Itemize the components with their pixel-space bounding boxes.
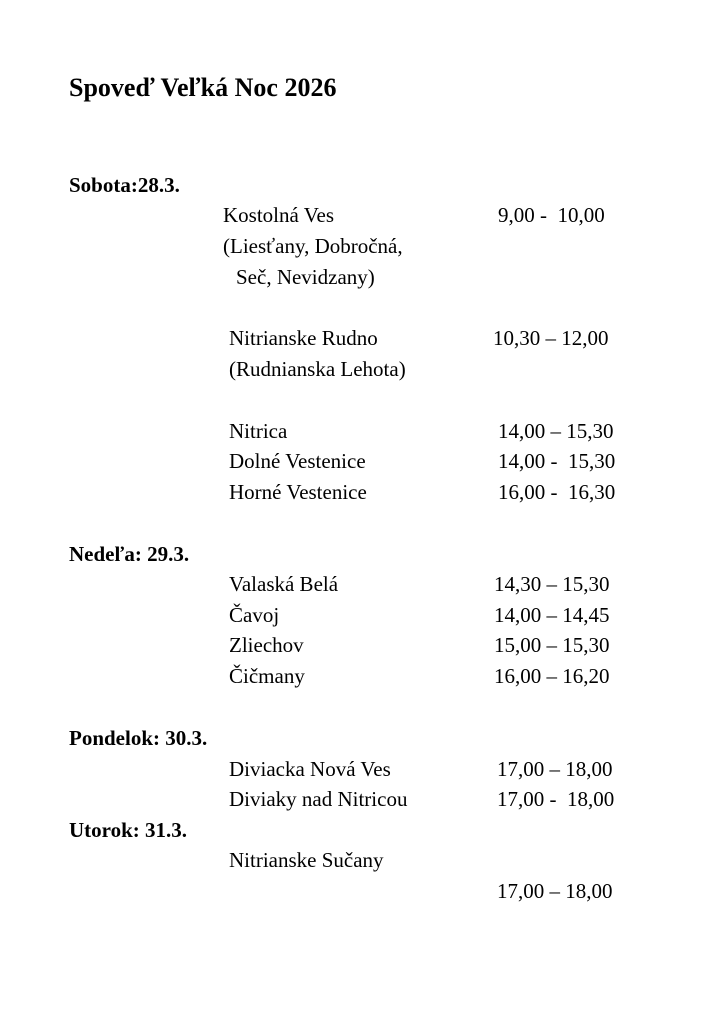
time-kostolna-ves: 9,00 - 10,00	[498, 203, 605, 227]
page-title: Spoveď Veľká Noc 2026	[69, 73, 337, 102]
time-valaska-bela: 14,30 – 15,30	[494, 572, 610, 596]
day-heading-monday: Pondelok: 30.3.	[69, 726, 208, 750]
place-note-rudnianska-lehota: (Rudnianska Lehota)	[229, 357, 406, 381]
time-zliechov: 15,00 – 15,30	[494, 633, 610, 657]
place-valaska-bela: Valaská Belá	[229, 572, 339, 596]
place-nitrianske-rudno: Nitrianske Rudno	[229, 326, 378, 350]
time-diviacka-nova-ves: 17,00 – 18,00	[497, 757, 613, 781]
place-nitrica: Nitrica	[229, 419, 288, 443]
day-heading-tuesday: Utorok: 31.3.	[69, 818, 188, 842]
time-cavoj: 14,00 – 14,45	[494, 603, 610, 627]
place-zliechov: Zliechov	[229, 633, 304, 657]
place-nitrianske-sucany: Nitrianske Sučany	[229, 848, 384, 872]
place-dolne-vestenice: Dolné Vestenice	[229, 449, 366, 473]
place-cicmany: Čičmany	[229, 664, 305, 688]
place-note-sec: Seč, Nevidzany)	[236, 265, 375, 289]
time-cicmany: 16,00 – 16,20	[494, 664, 610, 688]
time-dolne-vestenice: 14,00 - 15,30	[498, 449, 616, 473]
day-heading-saturday: Sobota:28.3.	[69, 173, 180, 197]
place-diviacka-nova-ves: Diviacka Nová Ves	[229, 757, 391, 781]
place-diviaky-nad-nitricou: Diviaky nad Nitricou	[229, 787, 408, 811]
time-nitrianske-sucany: 17,00 – 18,00	[497, 879, 613, 903]
place-cavoj: Čavoj	[229, 603, 280, 627]
day-heading-sunday: Nedeľa: 29.3.	[69, 542, 190, 566]
time-horne-vestenice: 16,00 - 16,30	[498, 480, 616, 504]
time-diviaky-nad-nitricou: 17,00 - 18,00	[497, 787, 615, 811]
time-nitrianske-rudno: 10,30 – 12,00	[493, 326, 609, 350]
place-horne-vestenice: Horné Vestenice	[229, 480, 367, 504]
place-note-liestany: (Liesťany, Dobročná,	[223, 234, 403, 258]
place-kostolna-ves: Kostolná Ves	[223, 203, 335, 227]
time-nitrica: 14,00 – 15,30	[498, 419, 614, 443]
